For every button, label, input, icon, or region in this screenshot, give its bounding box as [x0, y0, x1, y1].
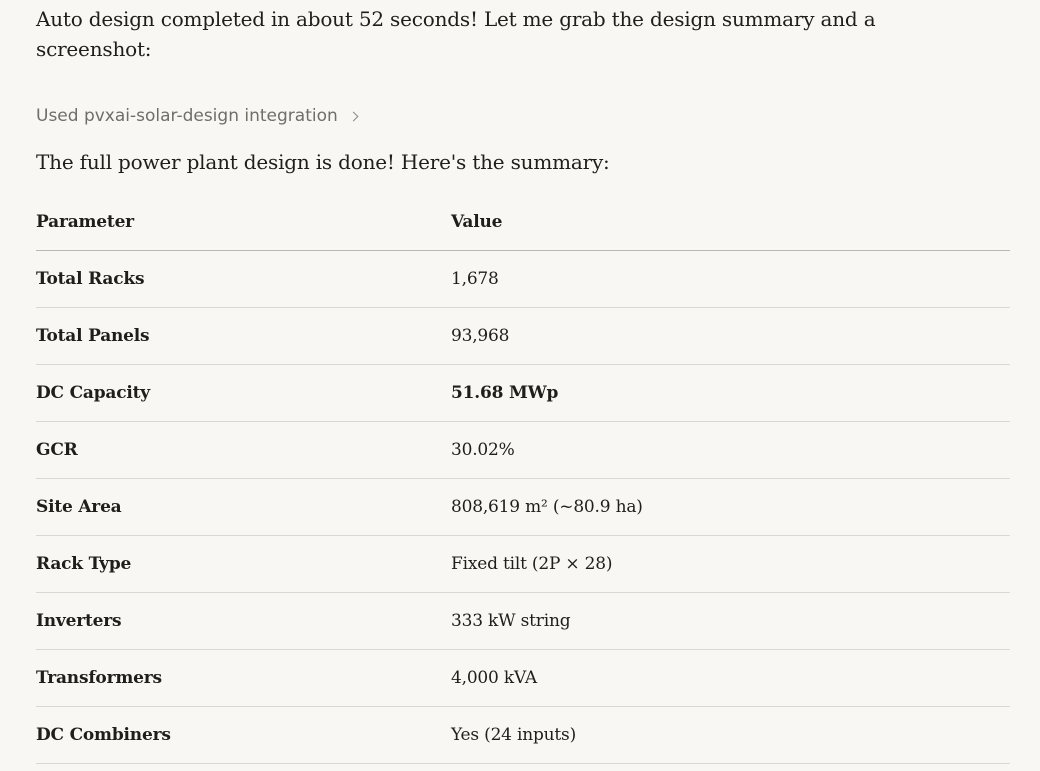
row-value: 51.68 MWp: [451, 365, 1010, 422]
row-parameter: DC Capacity: [36, 365, 451, 422]
row-value: 93,968: [451, 308, 1010, 365]
row-value: 1,678: [451, 251, 1010, 308]
table-row: [36, 251, 1010, 308]
row-value: 808,619 m² (~80.9 ha): [451, 479, 1010, 536]
row-parameter: Total Racks: [36, 251, 451, 308]
row-parameter: Total Panels: [36, 308, 451, 365]
table-row: [36, 365, 1010, 422]
header-value: Value: [451, 194, 1010, 251]
row-value: Fixed tilt (2P × 28): [451, 536, 1010, 593]
row-parameter: Transformers: [36, 650, 451, 707]
intro-text: Auto design completed in about 52 seconds! Let me grab the design summary and a screenshot:: [36, 7, 876, 61]
table-row: [36, 593, 1010, 650]
table-row: [36, 707, 1010, 764]
table-row: [36, 308, 1010, 365]
tool-usage-label: Used pvxai-solar-design integration: [36, 106, 338, 126]
row-value: 4,000 kVA: [451, 650, 1010, 707]
table-row: [36, 422, 1010, 479]
table-row: [36, 650, 1010, 707]
row-parameter: Rack Type: [36, 536, 451, 593]
row-parameter: Inverters: [36, 593, 451, 650]
row-value: 30.02%: [451, 422, 1010, 479]
summary-heading: The full power plant design is done! Here's the summary:: [36, 150, 610, 174]
row-parameter: Site Area: [36, 479, 451, 536]
row-parameter: GCR: [36, 422, 451, 479]
row-value: 333 kW string: [451, 593, 1010, 650]
table-row: [36, 536, 1010, 593]
tool-usage-toggle[interactable]: [36, 103, 357, 129]
chevron-right-icon: [348, 112, 358, 122]
design-summary-table: [36, 194, 1010, 764]
table-header-row: [36, 194, 1010, 251]
row-parameter: DC Combiners: [36, 707, 451, 764]
header-parameter: Parameter: [36, 194, 451, 251]
row-value: Yes (24 inputs): [451, 707, 1010, 764]
table-row: [36, 479, 1010, 536]
